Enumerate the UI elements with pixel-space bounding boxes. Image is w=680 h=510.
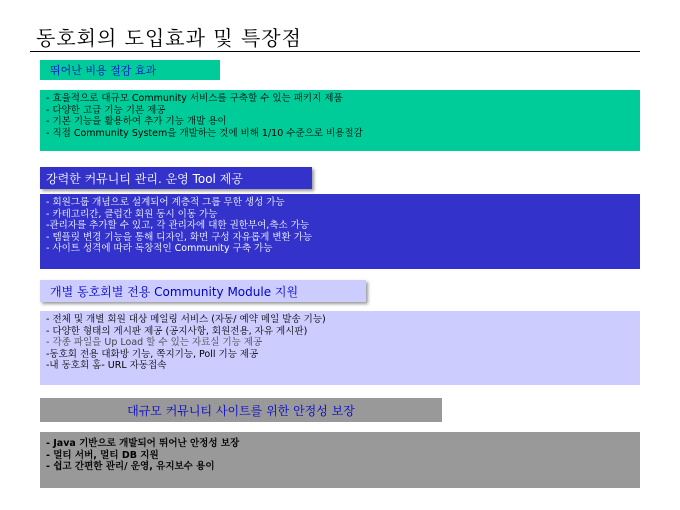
- list-item: - 템플릿 변경 기능을 통해 디자인, 화면 구성 자유롭게 변환 가능: [46, 231, 313, 243]
- list-item: - 다양한 형태의 게시판 제공 (공지사항, 회원전용, 자유 게시판): [46, 325, 308, 337]
- section-heading-cost-savings: 뛰어난 비용 절감 효과: [40, 60, 220, 80]
- list-item: -내 동호회 홈- URL 자동접속: [46, 360, 167, 371]
- list-item: -동호회 전용 대화방 기능, 쪽지기능, Poll 기능 제공: [46, 348, 259, 360]
- title-divider: [30, 51, 640, 52]
- section-body-community-module: [40, 311, 640, 385]
- page-title: 동호회의 도입효과 및 특장점: [36, 26, 302, 50]
- section-body-management-tool: [40, 194, 640, 269]
- section-heading-stability: 대규모 커뮤니티 사이트를 위한 안정성 보장: [40, 398, 442, 422]
- list-item: - 효율적으로 대규모 Community 서비스를 구축할 수 있는 패키지 제품: [46, 93, 343, 104]
- list-item: - Java 기반으로 개발되어 뛰어난 안정성 보장: [46, 438, 240, 449]
- section-body-cost-savings: [40, 90, 640, 151]
- section-heading-management-tool: 강력한 커뮤니티 관리. 운영 Tool 제공: [40, 167, 312, 189]
- list-item: - 멀티 서버, 멀티 DB 지원: [46, 449, 159, 461]
- section-heading-community-module: 개별 동호회별 전용 Community Module 지원: [40, 280, 366, 302]
- list-item: - 전체 및 개별 회원 대상 메일링 서비스 (자동/ 예약 메일 발송 기능): [46, 314, 326, 325]
- list-item: - 직접 Community System을 개발하는 것에 비해 1/10 수준으로 비용절감: [46, 127, 363, 139]
- list-item: - 쉽고 간편한 관리/ 운영, 유지보수 용이: [46, 461, 215, 472]
- list-item: - 다양한 고급 기능 기본 제공: [46, 104, 166, 116]
- list-item: - 카테고리간, 클럽간 회원 동시 이동 가능: [46, 208, 218, 220]
- list-item: - 회원그룹 개념으로 설계되어 계층적 그룹 무한 생성 가능: [46, 197, 285, 208]
- section-body-stability: [40, 432, 640, 488]
- list-item: - 기본 기능을 활용하여 추가 기능 개발 용이: [46, 116, 227, 127]
- list-item: - 사이트 성격에 따라 독창적인 Community 구축 가능: [46, 243, 273, 254]
- list-item: - 각종 파일을 Up Load 할 수 있는 자료실 기능 제공: [46, 337, 263, 348]
- list-item: -관리자를 추가할 수 있고, 각 관리자에 대한 권한부여,축소 가능: [46, 220, 310, 231]
